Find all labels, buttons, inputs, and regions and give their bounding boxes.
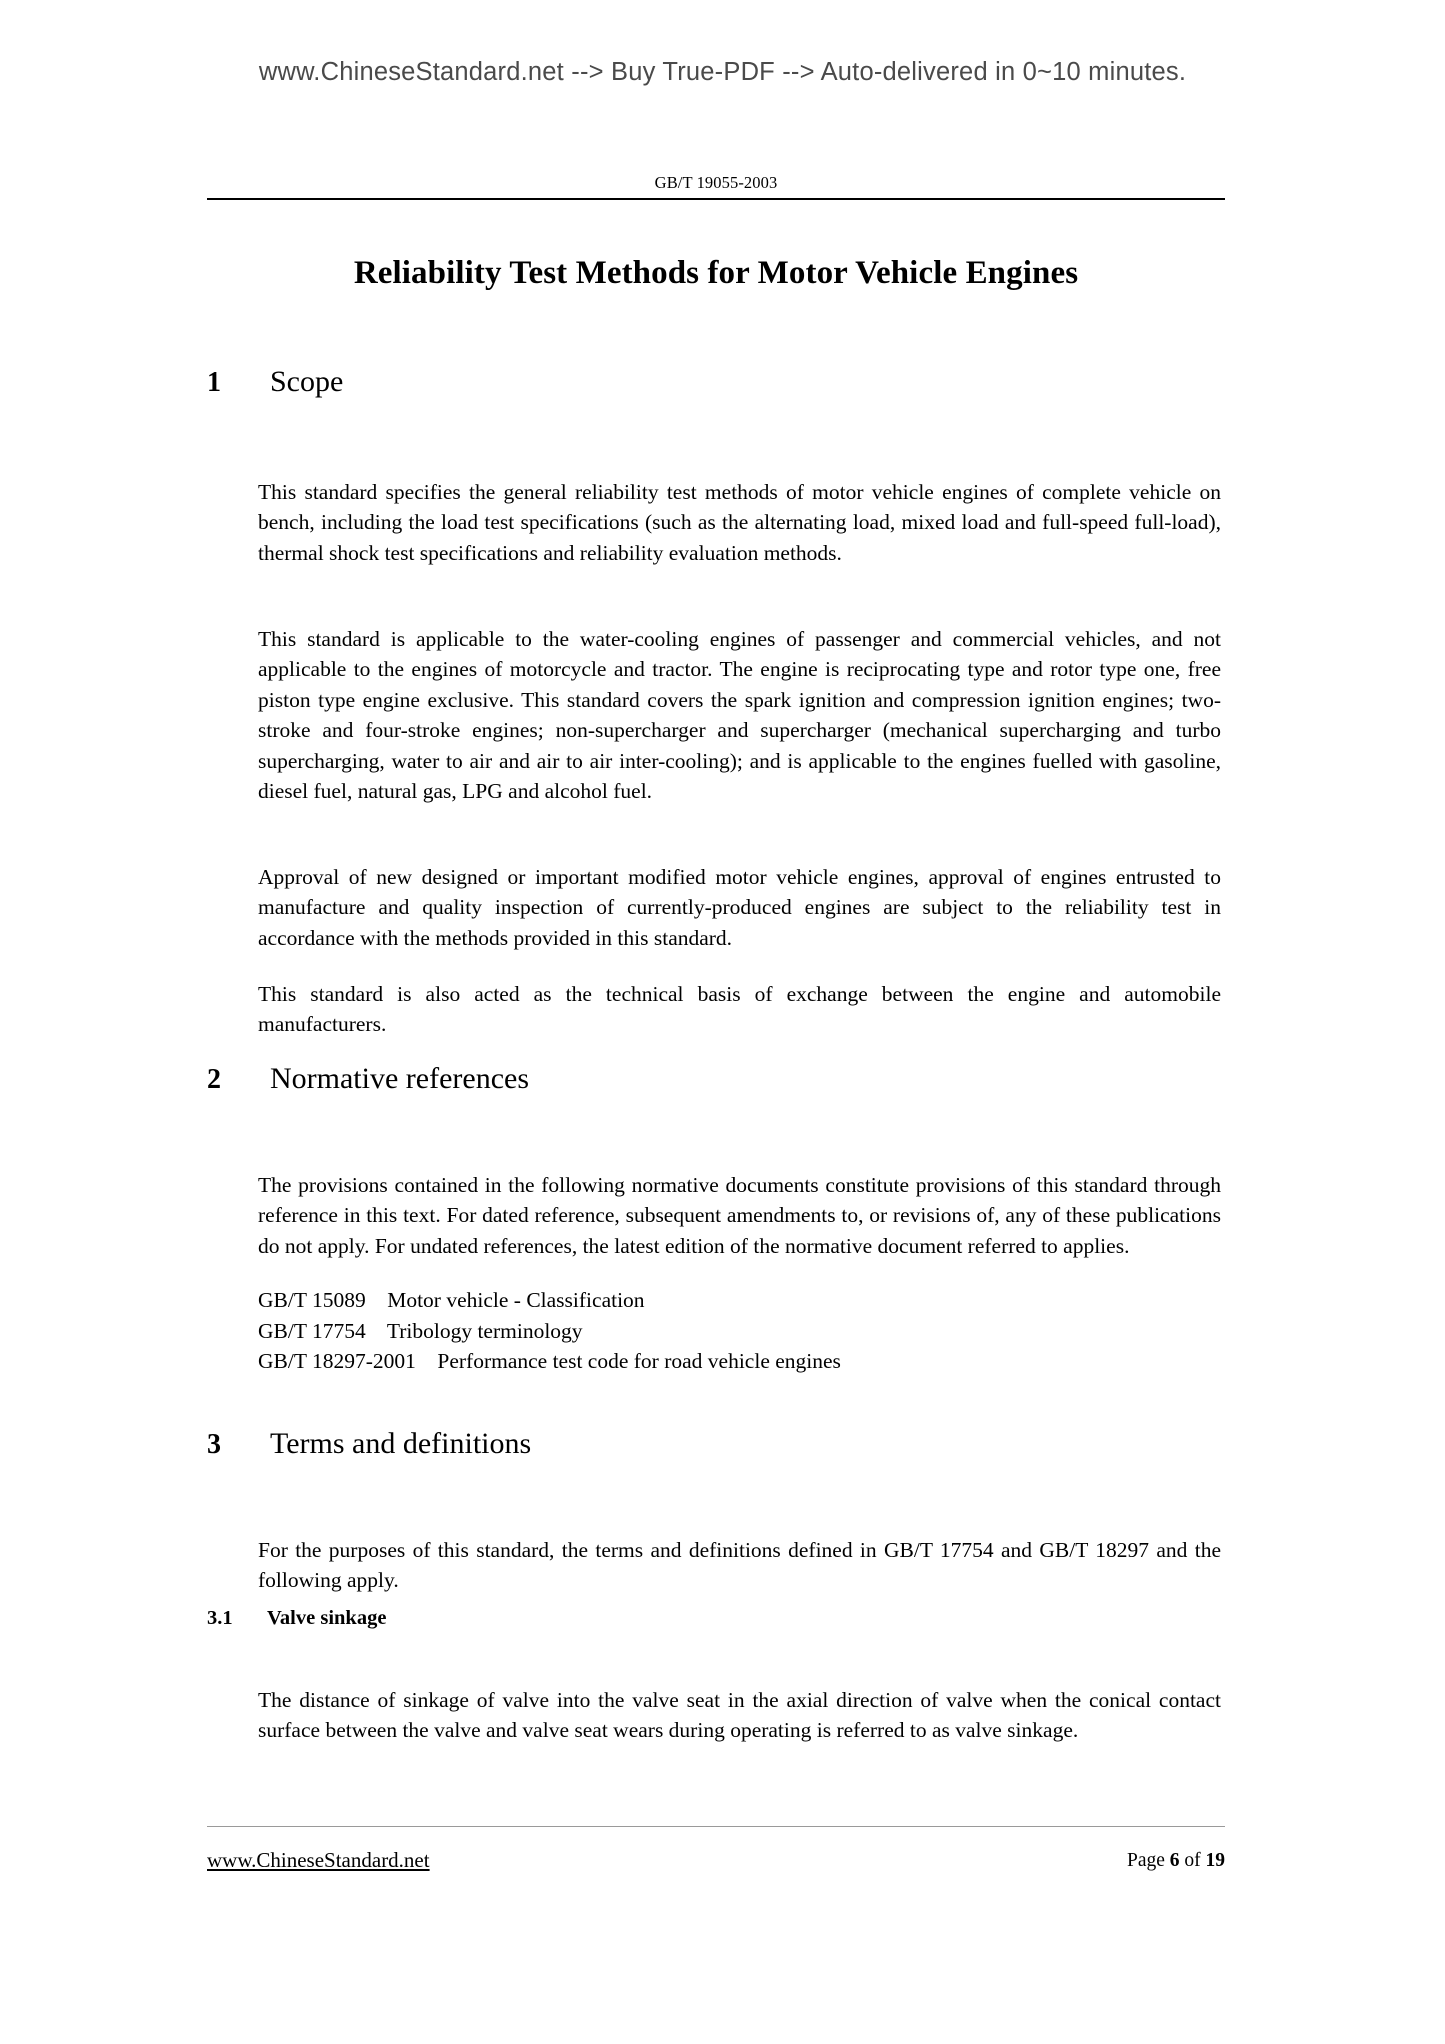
section-heading-scope: [207, 365, 1225, 399]
reference-title: Motor vehicle - Classification: [387, 1288, 645, 1312]
scope-paragraph-1: This standard specifies the general reliability test methods of motor vehicle engines of complete vehicle on bench, including the load test specifications (such as the alternating load, mixed load and full-speed full-load), thermal shock test specifications and reliability evaluation methods.: [258, 479, 1221, 565]
valve-sinkage-definition: The distance of sinkage of valve into the valve seat in the axial direction of valve when the conical contact surface between the valve and valve seat wears during operating is referred to as valve sinkage.: [258, 1687, 1221, 1743]
list-item: [258, 1285, 1221, 1316]
page-label-prefix: Page: [1126, 1850, 1170, 1871]
section-heading-terms-and-definitions: [207, 1427, 1225, 1461]
reference-title: Performance test code for road vehicle engines: [437, 1349, 841, 1374]
scope-paragraph-4: This standard is also acted as the technical basis of exchange between the engine and automobile manufacturers.: [258, 981, 1221, 1037]
header-divider: [207, 198, 1225, 200]
section-number-3: 3: [207, 1429, 221, 1460]
section-title-scope: Scope: [270, 365, 344, 398]
page-total: 19: [1205, 1850, 1225, 1871]
reference-code: GB/T 18297-2001: [258, 1349, 416, 1374]
scope-paragraph-3: Approval of new designed or important modified motor vehicle engines, approval of engines entrusted to manufacture and quality inspection of currently-produced engines are subject to the reliability test in accordance with the methods provided in this standard.: [258, 864, 1221, 950]
reference-code: GB/T 15089: [258, 1288, 366, 1312]
running-head-standard-number: GB/T 19055-2003: [654, 173, 778, 192]
subsection-number-3-1: 3.1: [207, 1607, 233, 1629]
page-current: 6: [1169, 1850, 1180, 1871]
page-title: Reliability Test Methods for Motor Vehicle Engines: [353, 255, 1079, 292]
reference-code: GB/T 17754: [258, 1318, 366, 1343]
section-number-1: 1: [207, 367, 221, 398]
list-item: [258, 1316, 1221, 1347]
section-title-normative-references: Normative references: [270, 1062, 530, 1095]
scope-paragraph-2: This standard is applicable to the water-cooling engines of passenger and commercial vehicles, and not applicable to the engines of motorcycle and tractor. The engine is reciprocating type and rotor type one, free piston type engine exclusive. This standard covers the spark ignition and compression ignition engines; two-stroke and four-stroke engines; non-supercharger and supercharger (mechanical supercharging and turbo supercharging, water to air and air to air inter-cooling); and is applicable to the engines fuelled with gasoline, diesel fuel, natural gas, LPG and alcohol fuel.: [258, 626, 1221, 804]
terms-and-definitions-intro: For the purposes of this standard, the terms and definitions defined in GB/T 17754 and GB/T 18297 and the following apply.: [258, 1537, 1221, 1593]
section-title-terms-and-definitions: Terms and definitions: [270, 1427, 532, 1460]
reference-title: Tribology terminology: [386, 1318, 583, 1343]
page-middle: of: [1179, 1850, 1206, 1871]
normative-references-intro: The provisions contained in the following normative documents constitute provisions of this standard through reference in this text. For dated reference, subsequent amendments to, or revisions of, any of these publications do not apply. For undated references, the latest edition of the normative document referred to applies.: [258, 1172, 1221, 1258]
footer-page-number: [1127, 1850, 1225, 1872]
section-number-2: 2: [207, 1064, 221, 1095]
section-heading-normative-references: [207, 1062, 1225, 1096]
list-item: [258, 1346, 1221, 1377]
promo-banner: www.ChineseStandard.net --> Buy True-PDF --> Auto-delivered in 0~10 minutes.: [258, 58, 1187, 86]
footer-divider: [207, 1826, 1225, 1827]
normative-reference-list: [258, 1285, 1221, 1377]
subsection-title-valve-sinkage: Valve sinkage: [267, 1607, 387, 1629]
subsection-heading-valve-sinkage: [207, 1607, 1225, 1630]
footer-site-link[interactable]: www.ChineseStandard.net: [207, 1848, 430, 1872]
